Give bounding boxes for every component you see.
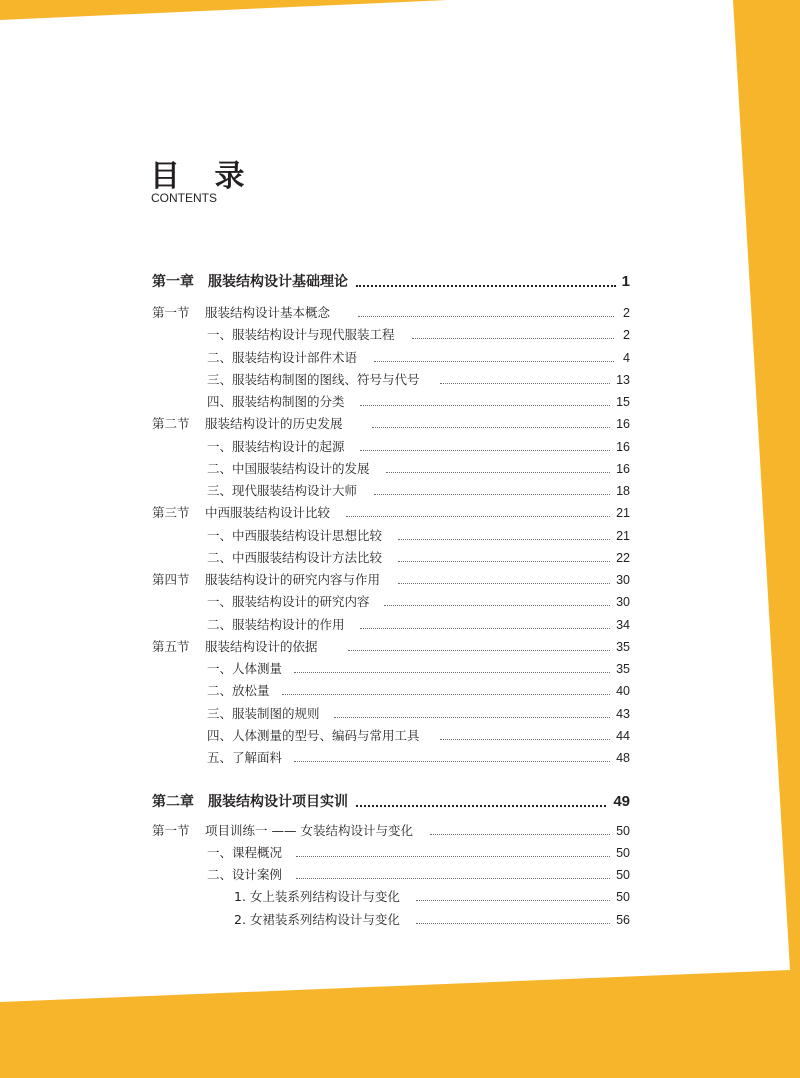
toc-item[interactable] [0,864,640,886]
leader-dots [374,361,614,362]
page-number: 50 [616,846,630,860]
toc-item[interactable] [0,703,640,725]
chapter-title: 服装结构设计基础理论 [208,274,348,290]
section-label: 第一节 [152,305,190,320]
section-title: 服装结构设计的历史发展 [205,416,343,431]
page-number: 21 [616,529,630,543]
leader-dots [360,450,610,451]
leader-dots [356,805,606,807]
toc-item[interactable] [0,324,640,346]
page-number: 44 [616,729,630,743]
leader-dots [416,923,610,924]
item-title: 一、人体测量 [207,661,283,676]
page-number: 16 [616,462,630,476]
item-title: 二、服装结构设计的作用 [207,617,345,632]
leader-dots [294,761,610,762]
page-number: 35 [616,640,630,654]
leader-dots [430,834,610,835]
chapter-label: 第一章 [152,274,194,290]
page-number: 21 [616,506,630,520]
toc-item[interactable] [0,547,640,569]
item-title: 三、服装制图的规则 [207,706,320,721]
page-number: 50 [616,824,630,838]
toc-item[interactable] [0,391,640,413]
leader-dots [398,583,610,584]
toc-section[interactable] [0,302,640,324]
item-title: 2. 女裙装系列结构设计与变化 [234,912,400,927]
toc-item[interactable] [0,909,640,931]
page-number: 2 [623,306,630,320]
toc-item[interactable] [0,458,640,480]
leader-dots [360,628,610,629]
toc-item[interactable] [0,658,640,680]
section-title: 服装结构设计的依据 [205,639,318,654]
leader-dots [372,427,610,428]
page-number: 1 [621,273,630,290]
chapter-label: 第二章 [152,794,194,810]
leader-dots [398,539,610,540]
section-label: 第四节 [152,572,190,587]
leader-dots [398,561,610,562]
leader-dots [358,316,614,317]
item-title: 四、服装结构制图的分类 [207,394,345,409]
page-number: 43 [616,707,630,721]
toc-item[interactable] [0,369,640,391]
page-subtitle: CONTENTS [151,191,217,205]
leader-dots [416,900,610,901]
page-title: 目 录 [150,159,257,194]
page-number: 30 [616,573,630,587]
toc-item[interactable] [0,614,640,636]
toc-section[interactable] [0,413,640,435]
item-title: 一、服装结构设计的研究内容 [207,594,370,609]
section-title: 服装结构设计基本概念 [205,305,331,320]
page-number: 2 [623,328,630,342]
leader-dots [346,516,610,517]
item-title: 二、服装结构设计部件术语 [207,350,358,365]
item-title: 四、人体测量的型号、编码与常用工具 [207,728,420,743]
item-title: 五、了解面料 [207,750,283,765]
section-title: 服装结构设计的研究内容与作用 [205,572,381,587]
page-number: 40 [616,684,630,698]
item-title: 二、中西服装结构设计方法比较 [207,550,383,565]
leader-dots [386,472,610,473]
toc-item[interactable] [0,747,640,769]
leader-dots [374,494,610,495]
page-number: 30 [616,595,630,609]
toc-item[interactable] [0,347,640,369]
item-title: 一、课程概况 [207,845,283,860]
page-number: 56 [616,913,630,927]
item-title: 二、设计案例 [207,867,283,882]
page-number: 34 [616,618,630,632]
toc-item[interactable] [0,725,640,747]
leader-dots [334,717,610,718]
section-label: 第五节 [152,639,190,654]
leader-dots [356,285,616,287]
item-title: 一、中西服装结构设计思想比较 [207,528,383,543]
item-title: 一、服装结构设计与现代服装工程 [207,327,395,342]
toc-section[interactable] [0,502,640,524]
item-title: 二、中国服装结构设计的发展 [207,461,370,476]
leader-dots [440,739,610,740]
leader-dots [296,878,610,879]
leader-dots [348,650,610,651]
item-title: 二、放松量 [207,683,270,698]
page-number: 15 [616,395,630,409]
section-label: 第一节 [152,823,190,838]
page-number: 35 [616,662,630,676]
chapter-title: 服装结构设计项目实训 [208,794,348,810]
leader-dots [440,383,610,384]
toc-chapter-1[interactable] [0,271,640,293]
section-title: 中西服装结构设计比较 [205,505,331,520]
item-title: 1. 女上装系列结构设计与变化 [234,889,400,904]
leader-dots [282,694,610,695]
toc-item[interactable] [0,480,640,502]
section-label: 第三节 [152,505,190,520]
page-number: 48 [616,751,630,765]
page-number: 50 [616,868,630,882]
page-number: 16 [616,440,630,454]
item-title: 三、现代服装结构设计大师 [207,483,358,498]
item-title: 三、服装结构制图的图线、符号与代号 [207,372,420,387]
leader-dots [294,672,610,673]
toc-section[interactable] [0,636,640,658]
leader-dots [296,856,610,857]
page-number: 4 [623,351,630,365]
page-number: 13 [616,373,630,387]
toc-item[interactable] [0,436,640,458]
leader-dots [384,605,610,606]
page-number: 16 [616,417,630,431]
toc-section[interactable] [0,820,640,842]
toc-item[interactable] [0,591,640,613]
page-number: 18 [616,484,630,498]
toc-item[interactable] [0,842,640,864]
page-number: 22 [616,551,630,565]
toc-item[interactable] [0,680,640,702]
item-title: 一、服装结构设计的起源 [207,439,345,454]
toc-item[interactable] [0,886,640,908]
leader-dots [360,405,610,406]
toc-section[interactable] [0,569,640,591]
toc-chapter-2[interactable] [0,791,640,813]
section-label: 第二节 [152,416,190,431]
leader-dots [412,338,614,339]
toc-item[interactable] [0,525,640,547]
page-number: 50 [616,890,630,904]
page-number: 49 [613,793,630,810]
section-title: 项目训练一 —— 女装结构设计与变化 [205,823,413,838]
